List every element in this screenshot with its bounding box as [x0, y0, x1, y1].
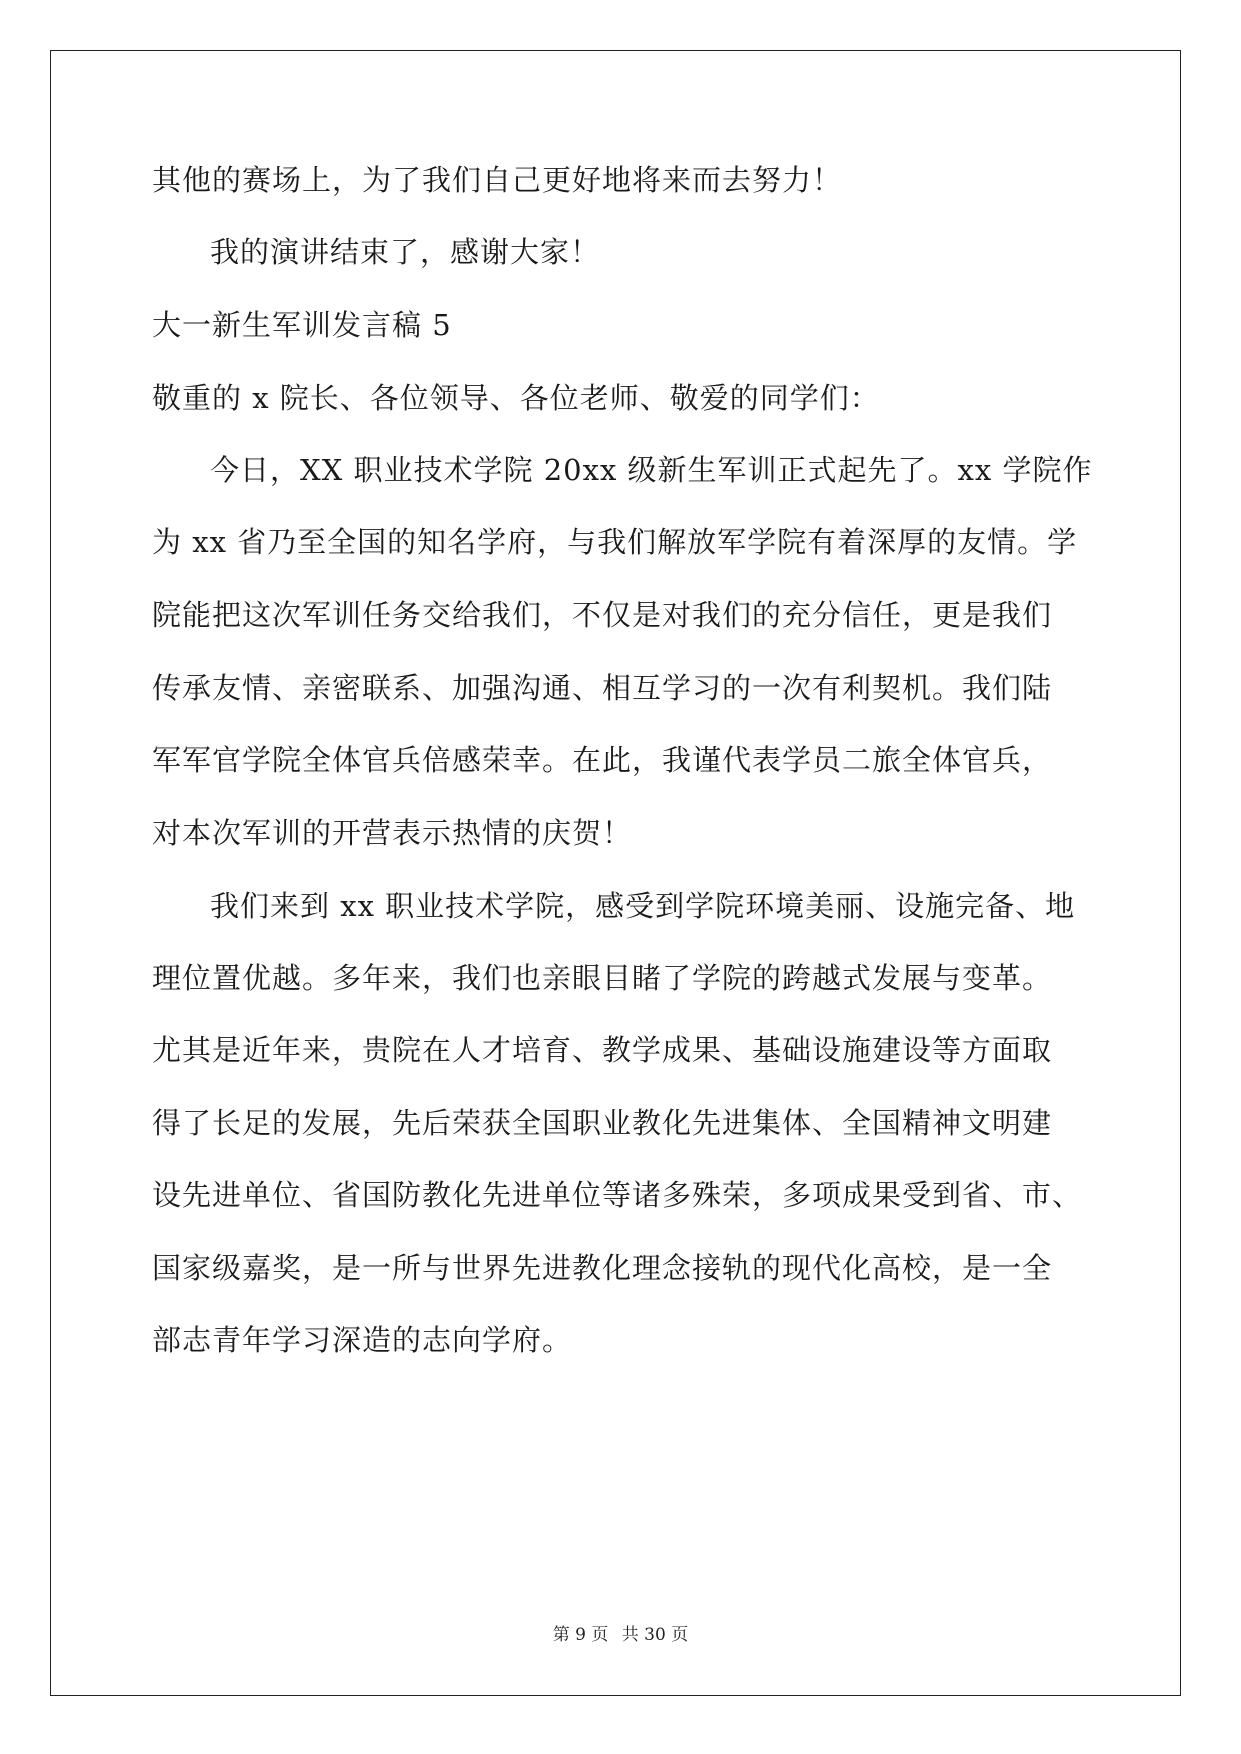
page-footer [0, 1620, 1241, 1645]
text-line: 尤其是近年来，贵院在人才培育、教学成果、基础设施建设等方面取 [152, 1033, 1053, 1067]
text-line: 对本次军训的开营表示热情的庆贺！ [152, 816, 633, 850]
salutation: 敬重的 x 院长、各位领导、各位老师、敬爱的同学们： [152, 381, 880, 415]
page-number: 第 9 页 [552, 1625, 609, 1645]
text-line: 理位置优越。多年来，我们也亲眼目睹了学院的跨越式发展与变革。 [152, 961, 1053, 995]
text-line: 今日，XX 职业技术学院 20xx 级新生军训正式起先了。xx 学院作 [210, 453, 1093, 487]
text-line: 我的演讲结束了，感谢大家！ [210, 235, 601, 269]
text-line: 部志青年学习深造的志向学府。 [152, 1323, 573, 1357]
total-pages: 共 30 页 [621, 1625, 689, 1645]
section-heading: 大一新生军训发言稿 5 [152, 308, 452, 342]
text-line: 为 xx 省乃至全国的知名学府，与我们解放军学院有着深厚的友情。学 [152, 525, 1078, 559]
text-line: 设先进单位、省国防教化先进单位等诸多殊荣，多项成果受到省、市、 [152, 1178, 1083, 1212]
text-line: 其他的赛场上，为了我们自己更好地将来而去努力！ [152, 163, 843, 197]
text-line: 我们来到 xx 职业技术学院，感受到学院环境美丽、设施完备、地 [210, 889, 1076, 923]
page-border [50, 50, 1181, 1696]
text-line: 传承友情、亲密联系、加强沟通、相互学习的一次有利契机。我们陆 [152, 671, 1053, 705]
text-line: 院能把这次军训任务交给我们，不仅是对我们的充分信任，更是我们 [152, 598, 1053, 632]
text-line: 军军官学院全体官兵倍感荣幸。在此，我谨代表学员二旅全体官兵， [152, 743, 1053, 777]
text-line: 得了长足的发展，先后荣获全国职业教化先进集体、全国精神文明建 [152, 1106, 1053, 1140]
text-line: 国家级嘉奖，是一所与世界先进教化理念接轨的现代化高校，是一全 [152, 1251, 1053, 1285]
